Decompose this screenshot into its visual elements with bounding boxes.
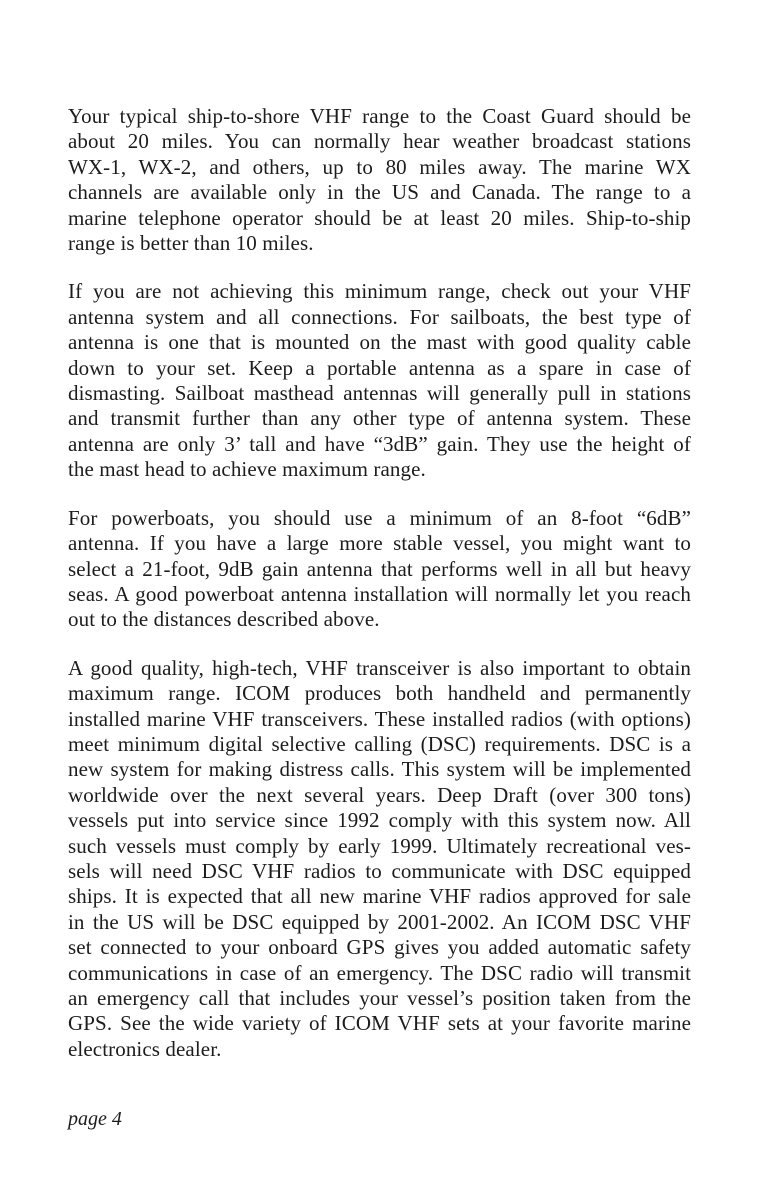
text-line: dismasting. Sailboat masthead antennas will generally pull in stations	[68, 381, 691, 406]
text-line: seas. A good powerboat antenna installation will normally let you reach	[68, 581, 691, 606]
text-line: WX-1, WX-2, and others, up to 80 miles away. The marine WX	[68, 154, 691, 179]
text-line: marine telephone operator should be at least 20 miles. Ship-to-ship	[68, 205, 691, 230]
text-line: antenna is one that is mounted on the mast with good quality cable	[68, 330, 691, 355]
text-line: antenna. If you have a large more stable vessel, you might want to	[68, 531, 691, 556]
text-line: select a 21-foot, 9dB gain antenna that performs well in all but heavy	[68, 556, 691, 581]
page-number: page 4	[68, 1108, 122, 1130]
text-line: sels will need DSC VHF radios to communicate with DSC equipped	[68, 858, 691, 883]
paragraph-antenna-powerboats	[68, 506, 691, 633]
text-line: the mast head to achieve maximum range.	[68, 457, 426, 482]
text-line: about 20 miles. You can normally hear weather broadcast stations	[68, 129, 691, 154]
body-text	[68, 104, 691, 1062]
text-line: For powerboats, you should use a minimum of an 8-foot “6dB”	[68, 505, 691, 530]
text-line: antenna system and all connections. For sailboats, the best type of	[68, 304, 691, 329]
text-line: out to the distances described above.	[68, 607, 380, 632]
text-line: such vessels must comply by early 1999. Ultimately recreational ves-	[68, 833, 691, 858]
text-line: in the US will be DSC equipped by 2001-2002. An ICOM DSC VHF	[68, 909, 691, 934]
paragraph-antenna-sailboats	[68, 279, 691, 482]
paragraph-transceiver-dsc	[68, 656, 691, 1063]
text-line: installed marine VHF transceivers. These installed radios (with options)	[68, 706, 691, 731]
text-line: Your typical ship-to-shore VHF range to the Coast Guard should be	[68, 104, 691, 128]
text-line: ships. It is expected that all new marine VHF radios approved for sale	[68, 884, 691, 909]
text-line: A good quality, high-tech, VHF transceiver is also important to obtain	[68, 655, 691, 680]
text-line: worldwide over the next several years. Deep Draft (over 300 tons)	[68, 782, 691, 807]
paragraph-vhf-range	[68, 104, 691, 256]
text-line: set connected to your onboard GPS gives you added automatic safety	[68, 935, 691, 960]
text-line: meet minimum digital selective calling (DSC) requirements. DSC is a	[68, 731, 691, 756]
text-line: antenna are only 3’ tall and have “3dB” gain. They use the height of	[68, 431, 691, 456]
text-line: electronics dealer.	[68, 1036, 222, 1061]
text-line: and transmit further than any other type of antenna system. These	[68, 406, 691, 431]
text-line: range is better than 10 miles.	[68, 231, 314, 256]
text-line: maximum range. ICOM produces both handheld and permanently	[68, 681, 691, 706]
text-line: down to your set. Keep a portable antenna as a spare in case of	[68, 355, 691, 380]
text-line: channels are available only in the US and Canada. The range to a	[68, 180, 691, 205]
text-line: communications in case of an emergency. The DSC radio will transmit	[68, 960, 691, 985]
text-line: an emergency call that includes your vessel’s position taken from the	[68, 986, 691, 1010]
text-line: new system for making distress calls. This system will be implemented	[68, 757, 691, 782]
text-line: If you are not achieving this minimum range, check out your VHF	[68, 279, 691, 304]
text-line: GPS. See the wide variety of ICOM VHF sets at your favorite marine	[68, 1011, 691, 1036]
text-line: vessels put into service since 1992 comply with this system now. All	[68, 808, 691, 833]
